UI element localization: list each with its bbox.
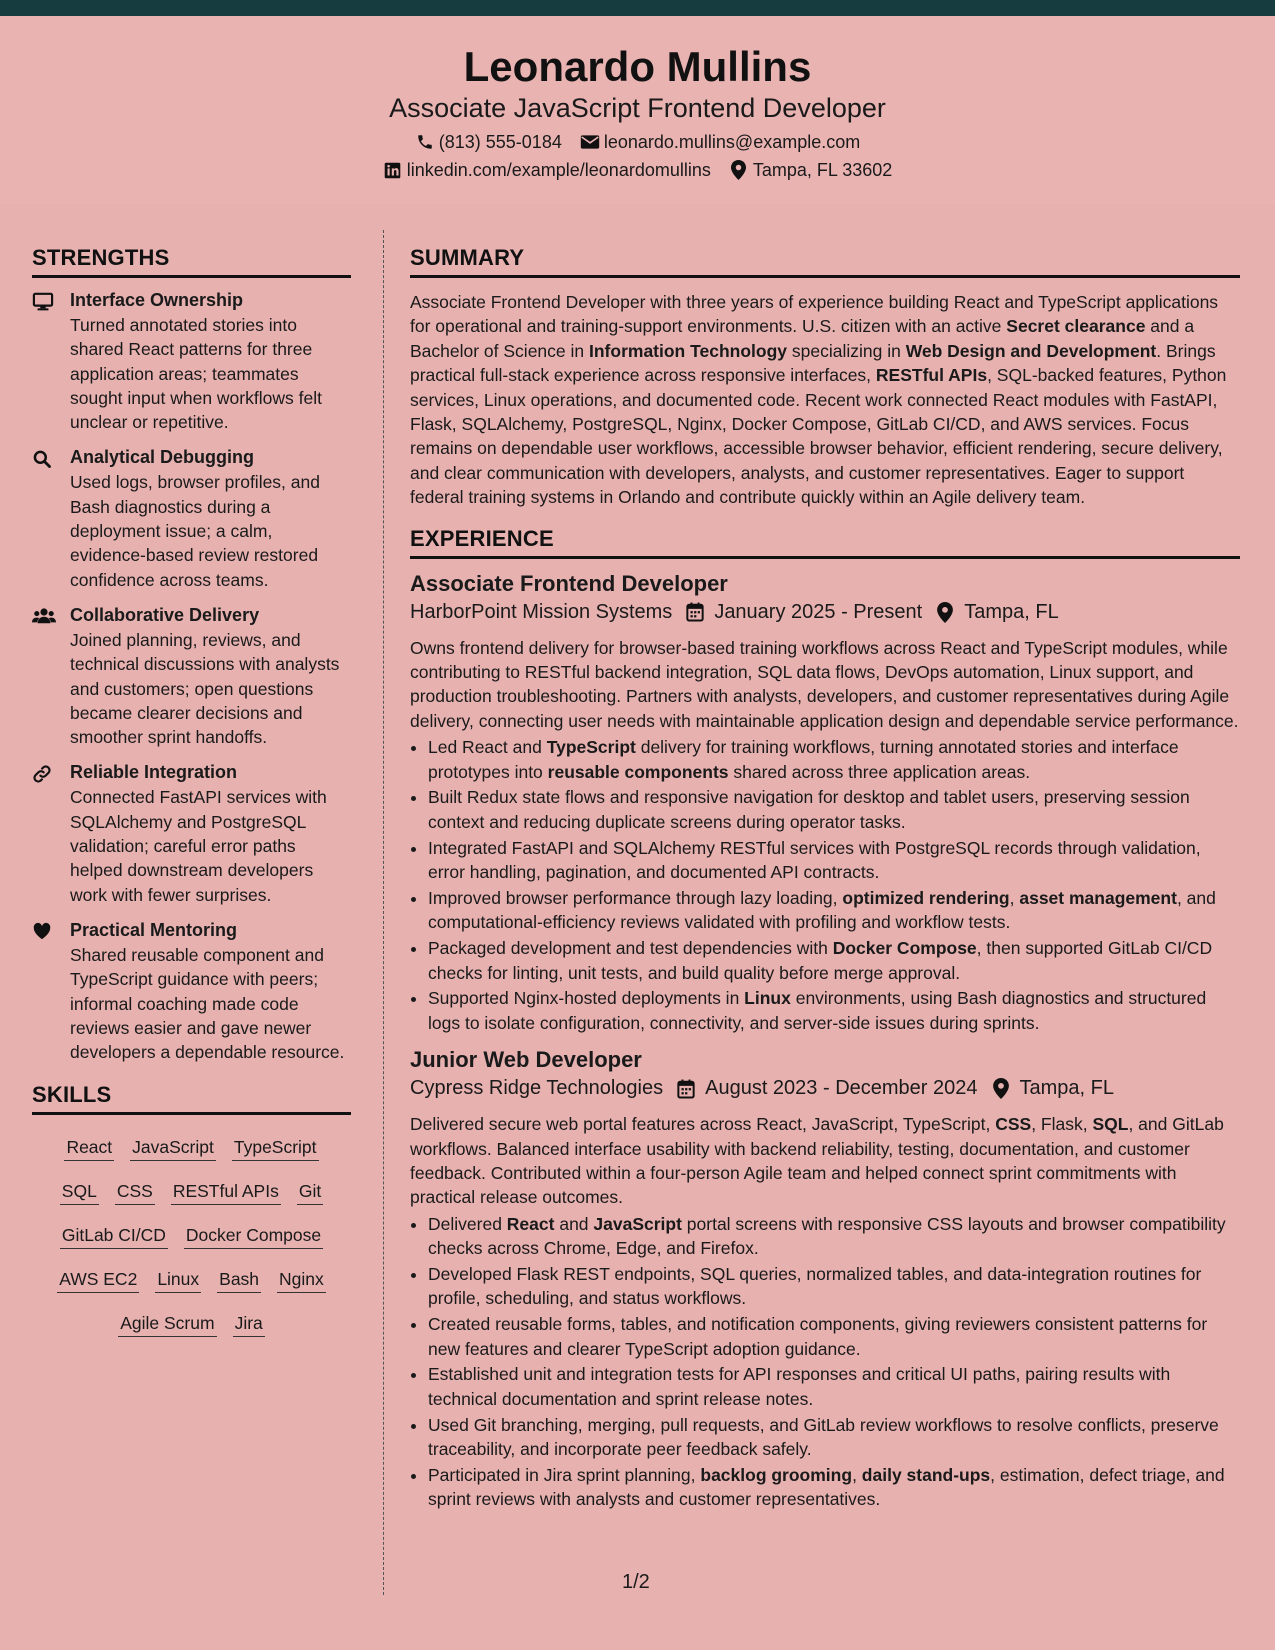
skill-tag: Git [297, 1178, 323, 1205]
job-meta [410, 601, 1240, 624]
heart-icon [32, 920, 56, 1064]
linkedin-text[interactable]: linkedin.com/example/leonardomullins [406, 160, 711, 181]
emphasis: Linux [744, 988, 791, 1009]
skill-tag: GitLab CI/CD [60, 1222, 168, 1249]
strength-item [32, 605, 351, 749]
bullet-item: • Created reusable forms, tables, and notification components, giving reviewers consistent patterns for new features and clearer TypeScript adoption guidance. [428, 1312, 1240, 1361]
linkedin-contact [383, 159, 711, 182]
users-icon [32, 605, 56, 749]
skill-tag: Jira [233, 1310, 265, 1337]
strength-title: Reliable Integration [70, 762, 238, 783]
linkedin-icon [383, 160, 403, 180]
skills-list [32, 1127, 351, 1347]
monitor-icon [32, 290, 56, 434]
job-location: Tampa, FL [1019, 1077, 1114, 1100]
emphasis: Web Design and Development [905, 340, 1157, 361]
emphasis: backlog grooming [700, 1464, 853, 1485]
phone-icon [415, 132, 435, 152]
link-icon [32, 762, 56, 906]
bullet-item: • Delivered React and JavaScript portal screens with responsive CSS layouts and browser compatibility checks across Chrome, Edge, and Firefox. [428, 1212, 1240, 1261]
emphasis: Docker Compose [832, 938, 977, 959]
contact-row-1 [0, 131, 1275, 154]
skill-tag: TypeScript [232, 1134, 319, 1161]
strengths-heading: STRENGTHS [32, 245, 351, 278]
bullet-item: • Integrated FastAPI and SQLAlchemy RESTful services with PostgreSQL records through validation, error handling, pagination, and documented API contracts. [428, 836, 1240, 885]
skill-tag: Nginx [277, 1266, 326, 1293]
strength-title: Interface Ownership [70, 290, 244, 310]
bullet-item: • Established unit and integration tests for API responses and critical UI paths, pairing results with technical documentation and sprint release notes. [428, 1362, 1240, 1411]
bullet-item: • Built Redux state flows and responsive navigation for desktop and tablet users, preserving session context and reducing duplicate screens during operator tasks. [428, 785, 1240, 834]
strength-item [32, 920, 351, 1064]
skills-row [32, 1215, 351, 1259]
bullet-item: • Developed Flask REST endpoints, SQL queries, normalized tables, and data-integration routines for profile, scheduling, and status workflows. [428, 1262, 1240, 1311]
job-entry [410, 571, 1240, 1035]
skill-tag: Docker Compose [184, 1222, 323, 1249]
job-entry [410, 1047, 1240, 1511]
bullet-item: • Improved browser performance through lazy loading, optimized rendering, asset management, and computational-efficiency reviews validated with profiling and workflow tests. [428, 886, 1240, 935]
job-company: Cypress Ridge Technologies [410, 1077, 664, 1100]
strength-title: Practical Mentoring [70, 919, 238, 940]
skills-row [32, 1303, 351, 1347]
emphasis: CSS [995, 1114, 1032, 1135]
emphasis: JavaScript [593, 1213, 682, 1234]
bullet-item: • Packaged development and test dependencies with Docker Compose, then supported GitLab CI/CD checks for linting, unit tests, and build quality before merge approval. [428, 936, 1240, 985]
emphasis: TypeScript [546, 737, 636, 758]
emphasis: daily stand-ups [861, 1464, 991, 1485]
job-dates: January 2025 - Present [714, 600, 923, 623]
bullet-item: • Led React and TypeScript delivery for training workflows, turning annotated stories and interface prototypes into reusable components shared across three application areas. [428, 735, 1240, 784]
job-location: Tampa, FL [964, 600, 1059, 623]
strength-item [32, 447, 351, 591]
candidate-title: Associate JavaScript Frontend Developer [389, 93, 886, 124]
skill-tag: Bash [217, 1266, 261, 1293]
map-pin-icon [990, 1078, 1012, 1100]
contact-row-2 [0, 159, 1275, 182]
job-bullets [410, 735, 1240, 1035]
envelope-icon [580, 132, 600, 152]
strength-title: Collaborative Delivery [70, 604, 260, 625]
strength-item [32, 290, 351, 434]
left-column [32, 245, 351, 1347]
page-number: 1/2 [622, 1571, 650, 1593]
search-icon [32, 447, 56, 591]
calendar-icon [684, 601, 706, 623]
strength-desc: Used logs, browser profiles, and Bash diagnostics during a deployment issue; a calm, evidence-based review restored confidence across teams. [70, 472, 320, 590]
skill-tag: CSS [115, 1178, 155, 1205]
skill-tag: JavaScript [130, 1134, 216, 1161]
experience-heading: EXPERIENCE [410, 526, 1240, 559]
email-contact [580, 131, 860, 154]
job-dates: August 2023 - December 2024 [705, 1077, 978, 1100]
emphasis: React [506, 1213, 555, 1234]
right-column [410, 245, 1240, 1513]
job-company: HarborPoint Mission Systems [410, 600, 673, 623]
summary-text: Associate Frontend Developer with three years of experience building React and TypeScript applications for operational and training-support environments. U.S. citizen with an active Secret clearance and a Bachelor of Science in Information Technology specializing in Web Design and Development. Brings practical full-stack experience across responsive interfaces, RESTful APIs, SQL-backed features, Python services, Linux operations, and documented code. Recent work connected React modules with FastAPI, Flask, SQLAlchemy, PostgreSQL, Nginx, Docker Compose, GitLab CI/CD, and AWS services. Focus remains on dependable user workflows, accessible browser behavior, efficient rendering, secure delivery, and clear communication with developers, analysts, and customer representatives. Eager to support federal training systems in Orlando and contribute quickly within an Agile delivery team. [410, 292, 1227, 508]
emphasis: asset management [1019, 887, 1177, 908]
column-divider [383, 230, 384, 1595]
summary-heading: SUMMARY [410, 245, 1240, 278]
phone-text: (813) 555-0184 [438, 131, 562, 152]
bullet-item: • Participated in Jira sprint planning, backlog grooming, daily stand-ups, estimation, defect triage, and sprint reviews with analysts and customer representatives. [428, 1463, 1240, 1512]
strength-item [32, 762, 351, 906]
strength-desc: Connected FastAPI services with SQLAlchemy and PostgreSQL validation; careful error paths helped downstream developers work with fewer surprises. [70, 787, 327, 905]
job-description: Delivered secure web portal features across React, JavaScript, TypeScript, CSS, Flask, SQL, and GitLab workflows. Balanced interface usability with backend reliability, testing, documentation, and customer feedback. Contributed within a four-person Agile team and helped connect sprint commitments with practical release outcomes. [410, 1114, 1224, 1208]
skill-tag: AWS EC2 [57, 1266, 139, 1293]
emphasis: SQL [1092, 1114, 1129, 1135]
skill-tag: RESTful APIs [171, 1178, 281, 1205]
skills-row [32, 1171, 351, 1215]
emphasis: Information Technology [589, 340, 788, 361]
map-pin-icon [934, 601, 956, 623]
location-contact [729, 159, 892, 182]
emphasis: optimized rendering [842, 887, 1010, 908]
emphasis: reusable components [547, 761, 729, 782]
skills-row [32, 1127, 351, 1171]
skill-tag: React [64, 1134, 114, 1161]
bullet-item: • Supported Nginx-hosted deployments in Linux environments, using Bash diagnostics and structured logs to isolate configuration, connectivity, and server-side issues during sprints. [428, 986, 1240, 1035]
location-text: Tampa, FL 33602 [752, 160, 893, 181]
calendar-icon [675, 1078, 697, 1100]
job-bullets [410, 1212, 1240, 1512]
strength-desc: Shared reusable component and TypeScript guidance with peers; informal coaching made code reviews easier and gave newer developers a dependable resource. [70, 944, 345, 1063]
emphasis: RESTful APIs [875, 365, 988, 386]
candidate-name: Leonardo Mullins [463, 43, 812, 90]
job-title: Junior Web Developer [410, 1047, 642, 1073]
skill-tag: Linux [155, 1266, 201, 1293]
top-accent-bar [0, 0, 1275, 16]
skill-tag: SQL [60, 1178, 99, 1205]
skills-heading: SKILLS [32, 1082, 351, 1115]
strength-desc: Turned annotated stories into shared React patterns for three application areas; teammates sought input when workflows felt unclear or repetitive. [70, 315, 322, 433]
job-meta [410, 1077, 1240, 1100]
job-description: Owns frontend delivery for browser-based training workflows across React and TypeScript modules, while contributing to RESTful backend integration, SQL data flows, DevOps automation, Linux support, and production troubleshooting. Partners with analysts, developers, and customer representatives during Agile delivery, connecting user needs with maintainable application design and dependable service performance. [410, 637, 1239, 731]
skill-tag: Agile Scrum [118, 1310, 216, 1337]
bullet-item: • Used Git branching, merging, pull requests, and GitLab review workflows to resolve conflicts, preserve traceability, and incorporate peer feedback safely. [428, 1413, 1240, 1462]
map-pin-icon [729, 160, 749, 180]
job-title: Associate Frontend Developer [410, 570, 728, 596]
skills-row [32, 1259, 351, 1303]
strength-title: Analytical Debugging [70, 447, 255, 468]
phone-contact [415, 131, 562, 154]
strength-desc: Joined planning, reviews, and technical discussions with analysts and customers; open questions became clearer decisions and smoother sprint handoffs. [70, 629, 340, 748]
email-text[interactable]: leonardo.mullins@example.com [603, 131, 861, 152]
resume-header [0, 16, 1275, 204]
emphasis: Secret clearance [1006, 316, 1146, 337]
